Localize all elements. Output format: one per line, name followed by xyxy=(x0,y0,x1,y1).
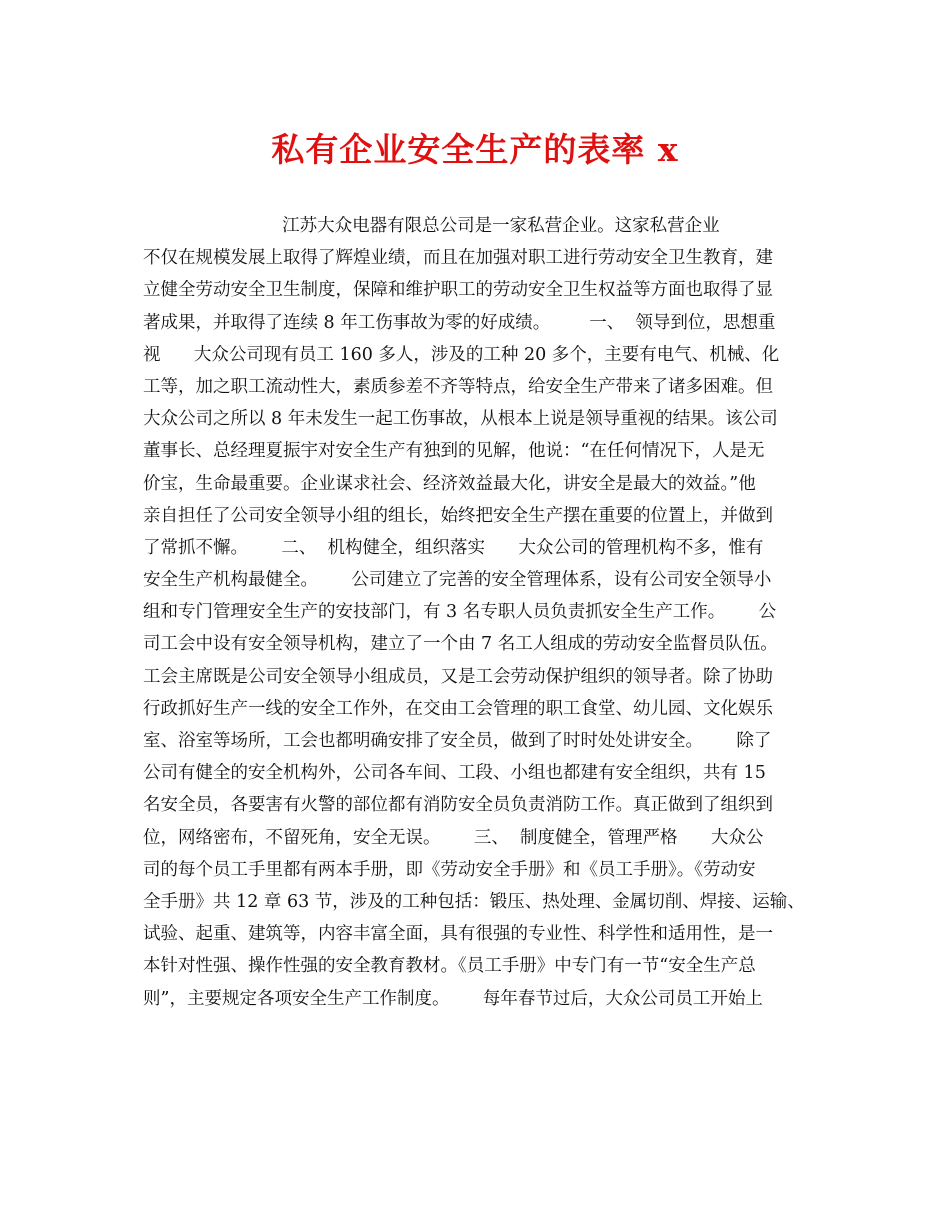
body-line: 工等，加之职工流动性大，素质参差不齐等特点，给安全生产带来了诸多困难。但 xyxy=(143,376,773,397)
body-line: 司工会中设有安全领导机构，建立了一个由 7 名工人组成的劳动安全监督员队伍。 xyxy=(143,634,778,655)
body-line: 立健全劳动安全卫生制度，保障和维护职工的劳动安全卫生权益等方面也取得了显 xyxy=(143,280,773,301)
body-line: 本针对性强、操作性强的安全教育教材。《员工手册》中专门有一节“安全生产总 xyxy=(143,956,756,977)
body-line: 名安全员，各要害有火警的部位都有消防安全员负责消防工作。真正做到了组织到 xyxy=(143,795,773,816)
body-line: 不仅在规模发展上取得了辉煌业绩，而且在加强对职工进行劳动安全卫生教育，建 xyxy=(143,248,773,269)
body-line: 全手册》共 12 章 63 节，涉及的工种包括：锻压、热处理、金属切削、焊接、运输、 xyxy=(143,891,805,912)
body-line: 室、浴室等场所，工会也都明确安排了安全员，做到了时时处处讲安全。 除了 xyxy=(143,731,772,751)
body-line: 工会主席既是公司安全领导小组成员，又是工会劳动保护组织的领导者。除了协助 xyxy=(143,666,773,687)
body-line: 组和专门管理安全生产的安技部门，有 3 名专职人员负责抓安全生产工作。 公 xyxy=(143,602,777,623)
body-line: 董事长、总经理夏振宇对安全生产有独到的见解，他说：“在任何情况下，人是无 xyxy=(143,441,765,462)
body-line: 试验、起重、建筑等，内容丰富全面，具有很强的专业性、科学性和适用性，是一 xyxy=(143,924,773,945)
body-line: 安全生产机构最健全。 公司建立了完善的安全管理体系，设有公司安全领导小 xyxy=(143,570,772,591)
body-line: 江苏大众电器有限总公司是一家私营企业。这家私营企业 xyxy=(143,216,720,236)
body-line: 亲自担任了公司安全领导小组的组长，始终把安全生产摆在重要的位置上，并做到 xyxy=(143,505,773,526)
body-line: 了常抓不懈。 二、 机构健全，组织落实 大众公司的管理机构不多，惟有 xyxy=(143,537,764,558)
body-line: 著成果，并取得了连续 8 年工伤事故为零的好成绩。 一、 领导到位，思想重 xyxy=(143,312,776,333)
body-line: 大众公司之所以 8 年未发生一起工伤事故，从根本上说是领导重视的结果。该公司 xyxy=(143,409,778,430)
body-line: 公司有健全的安全机构外，公司各车间、工段、小组也都建有安全组织，共有 15 xyxy=(143,763,766,784)
body-line: 位，网络密布，不留死角，安全无误。 三、 制度健全，管理严格 大众公 xyxy=(143,827,764,848)
body-line: 视 大众公司现有员工 160 多人，涉及的工种 20 多个，主要有电气、机械、化 xyxy=(143,344,780,365)
body-line: 价宝，生命最重要。企业谋求社会、经济效益最大化，讲安全是最大的效益。”他 xyxy=(143,473,756,494)
body-line: 则”，主要规定各项安全生产工作制度。 每年春节过后，大众公司员工开始上 xyxy=(143,988,763,1009)
document-title: 私有企业安全生产的表率 x xyxy=(271,130,679,169)
body-line: 司的每个员工手里都有两本手册，即《劳动安全手册》和《员工手册》。《劳动安 xyxy=(143,859,756,880)
document-body xyxy=(143,210,823,1015)
body-line: 行政抓好生产一线的安全工作外，在交由工会管理的职工食堂、幼儿园、文化娱乐 xyxy=(143,698,773,719)
